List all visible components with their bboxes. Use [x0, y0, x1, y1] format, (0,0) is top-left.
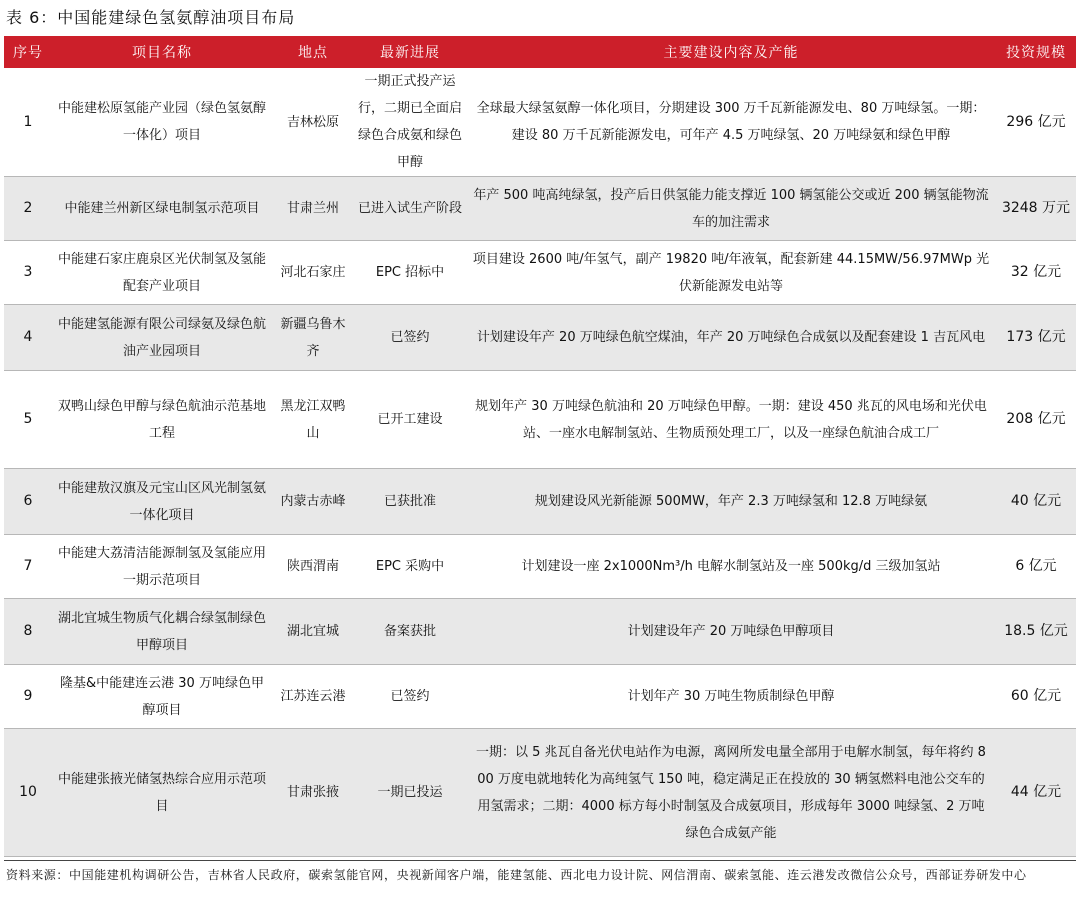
row-name: 湖北宜城生物质气化耦合绿氢制绿色甲醇项目: [52, 599, 272, 665]
row-location: 江苏连云港: [272, 665, 354, 729]
row-investment: 44 亿元: [996, 729, 1076, 857]
header-name: 项目名称: [132, 45, 192, 61]
row-location: 吉林松原: [272, 68, 354, 177]
row-no: 7: [4, 535, 52, 599]
table-bottom-divider: [4, 860, 1076, 861]
row-investment: 6 亿元: [996, 535, 1076, 599]
row-name: 隆基&中能建连云港 30 万吨绿色甲醇项目: [52, 665, 272, 729]
row-progress: 已获批准: [354, 469, 466, 535]
row-content: 计划年产 30 万吨生物质制绿色甲醇: [466, 665, 996, 729]
row-progress: EPC 采购中: [354, 535, 466, 599]
row-content: 计划建设年产 20 万吨绿色航空煤油，年产 20 万吨绿色合成氨以及配套建设 1 吉瓦风电: [466, 305, 996, 371]
header-investment: 投资规模: [1006, 45, 1066, 61]
table-row: [4, 68, 1076, 177]
row-no: 9: [4, 665, 52, 729]
header-location: 地点: [298, 45, 328, 61]
project-table: [4, 36, 1076, 857]
row-name: 中能建石家庄鹿泉区光伏制氢及氢能配套产业项目: [52, 241, 272, 305]
row-name: 中能建氢能源有限公司绿氨及绿色航油产业园项目: [52, 305, 272, 371]
table-row: [4, 241, 1076, 305]
row-progress: 已进入试生产阶段: [354, 177, 466, 241]
row-content: 项目建设 2600 吨/年氢气，副产 19820 吨/年液氧，配套新建 44.15MW/56.97MWp 光伏新能源发电站等: [466, 241, 996, 305]
row-name: 中能建兰州新区绿电制氢示范项目: [52, 177, 272, 241]
row-location: 内蒙古赤峰: [272, 469, 354, 535]
row-name: 中能建大荔清洁能源制氢及氢能应用一期示范项目: [52, 535, 272, 599]
row-no: 5: [4, 371, 52, 469]
row-progress: 一期已投运: [354, 729, 466, 857]
row-progress: 备案获批: [354, 599, 466, 665]
row-location: 黑龙江双鸭山: [272, 371, 354, 469]
table-row: [4, 599, 1076, 665]
row-content: 全球最大绿氢氨醇一体化项目，分期建设 300 万千瓦新能源发电、80 万吨绿氢。一期：建设 80 万千瓦新能源发电，可年产 4.5 万吨绿氢、20 万吨绿氨和绿色甲醇: [466, 68, 996, 177]
row-content: 一期：以 5 兆瓦自备光伏电站作为电源，离网所发电量全部用于电解水制氢，每年将约 800 万度电就地转化为高纯氢气 150 吨，稳定满足正在投放的 30 辆氢燃料电池公交车的用氢需求；二期：4000 标方每小时制氢及合成氨项目，形成每年 3000 吨绿氢、2 万吨绿色合成氨产能: [466, 729, 996, 857]
row-progress: EPC 招标中: [354, 241, 466, 305]
row-name: 中能建敖汉旗及元宝山区风光制氢氨一体化项目: [52, 469, 272, 535]
row-investment: 173 亿元: [996, 305, 1076, 371]
row-no: 10: [4, 729, 52, 857]
row-location: 甘肃兰州: [272, 177, 354, 241]
row-progress: 已签约: [354, 665, 466, 729]
row-investment: 18.5 亿元: [996, 599, 1076, 665]
row-content: 计划建设年产 20 万吨绿色甲醇项目: [466, 599, 996, 665]
row-progress: 已签约: [354, 305, 466, 371]
row-progress: 一期正式投产运行，二期已全面启绿色合成氨和绿色甲醇: [354, 68, 466, 177]
table-row: [4, 469, 1076, 535]
header-no: 序号: [13, 45, 43, 61]
table-row: [4, 371, 1076, 469]
row-no: 1: [4, 68, 52, 177]
row-location: 新疆乌鲁木齐: [272, 305, 354, 371]
row-investment: 3248 万元: [996, 177, 1076, 241]
row-name: 中能建张掖光储氢热综合应用示范项目: [52, 729, 272, 857]
row-content: 规划建设风光新能源 500MW，年产 2.3 万吨绿氢和 12.8 万吨绿氨: [466, 469, 996, 535]
header-content: 主要建设内容及产能: [663, 45, 799, 61]
row-no: 8: [4, 599, 52, 665]
table-row: [4, 729, 1076, 857]
row-location: 陕西渭南: [272, 535, 354, 599]
row-location: 湖北宜城: [272, 599, 354, 665]
row-no: 6: [4, 469, 52, 535]
table-row: [4, 665, 1076, 729]
row-progress: 已开工建设: [354, 371, 466, 469]
row-no: 4: [4, 305, 52, 371]
row-location: 河北石家庄: [272, 241, 354, 305]
header-progress: 最新进展: [380, 45, 440, 61]
row-content: 规划年产 30 万吨绿色航油和 20 万吨绿色甲醇。一期：建设 450 兆瓦的风电场和光伏电站、一座水电解制氢站、生物质预处理工厂，以及一座绿色航油合成工厂: [466, 371, 996, 469]
row-investment: 60 亿元: [996, 665, 1076, 729]
table-row: [4, 177, 1076, 241]
table-row: [4, 305, 1076, 371]
row-investment: 32 亿元: [996, 241, 1076, 305]
row-investment: 296 亿元: [996, 68, 1076, 177]
row-no: 3: [4, 241, 52, 305]
row-no: 2: [4, 177, 52, 241]
row-content: 年产 500 吨高纯绿氢，投产后日供氢能力能支撑近 100 辆氢能公交或近 200 辆氢能物流车的加注需求: [466, 177, 996, 241]
source-note: 资料来源：中国能建机构调研公告，吉林省人民政府，碳索氢能官网，央视新闻客户端，能建氢能、西北电力设计院、网信渭南、碳索氢能、连云港发改微信公众号，西部证券研发中心: [6, 868, 1027, 882]
table-title: 表 6：中国能建绿色氢氨醇油项目布局: [6, 8, 296, 27]
table-header-row: [4, 36, 1076, 68]
row-location: 甘肃张掖: [272, 729, 354, 857]
table-row: [4, 535, 1076, 599]
row-name: 中能建松原氢能产业园（绿色氢氨醇一体化）项目: [52, 68, 272, 177]
row-name: 双鸭山绿色甲醇与绿色航油示范基地工程: [52, 371, 272, 469]
row-investment: 208 亿元: [996, 371, 1076, 469]
row-content: 计划建设一座 2x1000Nm³/h 电解水制氢站及一座 500kg/d 三级加氢站: [466, 535, 996, 599]
row-investment: 40 亿元: [996, 469, 1076, 535]
